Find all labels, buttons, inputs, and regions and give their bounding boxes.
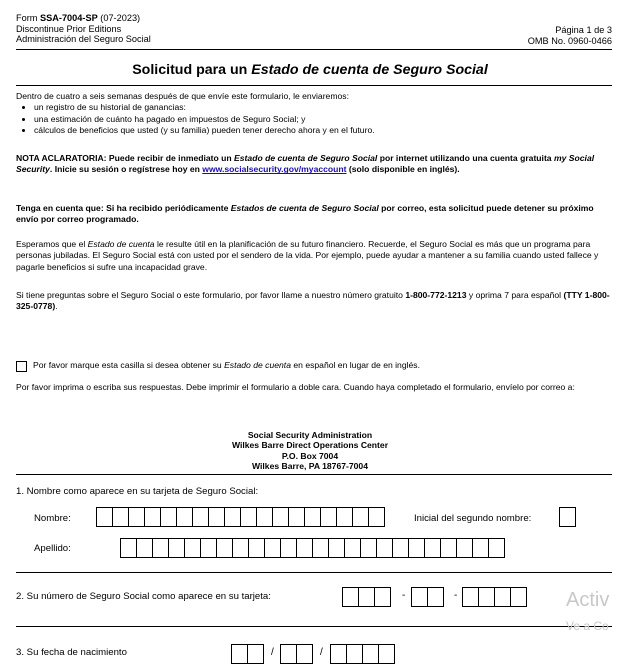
dob-day-input[interactable]: [280, 644, 312, 664]
ssn-dash: -: [454, 590, 458, 601]
q3-label: 3. Su fecha de nacimiento: [16, 647, 127, 658]
discontinue-note: Discontinue Prior Editions: [16, 23, 122, 34]
ssn-dash: -: [402, 590, 406, 601]
ssn-serial-input[interactable]: [462, 587, 526, 607]
form-header-left: [16, 13, 151, 45]
dob-slash: /: [320, 647, 323, 658]
page-indicator: Página 1 de 3: [555, 25, 612, 35]
form-id-line: Form SSA-7004-SP (07-2023): [16, 13, 141, 23]
apellido-input[interactable]: [120, 538, 504, 558]
tenga-paragraph: Tenga en cuenta que: Si ha recibido periódicamente Estados de cuenta de Seguro Social por correo, esta solicitud puede detener su próximo envío por correo programado.: [16, 203, 594, 225]
inicial-input[interactable]: [559, 507, 575, 527]
nombre-input[interactable]: [96, 507, 384, 527]
preguntas-paragraph: Si tiene preguntas sobre el Seguro Social o este formulario, por favor llame a nuestro número gratuito 1-800-772-1213 y oprima 7 para español (TTY 1-800-325-0778).: [16, 290, 610, 312]
nota-paragraph: NOTA ACLARATORIA: Puede recibir de inmediato un Estado de cuenta de Seguro Social por internet utilizando una cuenta gratuita my Social Security. Inicie su sesión o regístrese hoy en www.socialsecurity.gov/myaccount (solo disponible en inglés).: [16, 153, 595, 175]
dob-year-input[interactable]: [330, 644, 394, 664]
page-title: Solicitud para un Estado de cuenta de Seguro Social: [132, 62, 488, 78]
ssn-group-input[interactable]: [411, 587, 443, 607]
form-header-right: [528, 25, 612, 46]
intro-block: [16, 91, 616, 137]
checkbox-label: Por favor marque esta casilla si desea obtener su Estado de cuenta en español en lugar de en inglés.: [33, 360, 420, 370]
form-number: SSA-7004-SP: [40, 13, 98, 23]
ssn-area-input[interactable]: [342, 587, 390, 607]
activation-watermark: Activ: [566, 589, 610, 611]
address-line: Wilkes Barre, PA 18767-7004: [251, 461, 368, 472]
myaccount-link[interactable]: www.socialsecurity.gov/myaccount: [202, 164, 347, 175]
divider: [16, 626, 612, 627]
address-line: P.O. Box 7004: [281, 450, 339, 461]
intro-list: [16, 102, 616, 136]
divider: [16, 572, 612, 573]
omb-number: OMB No. 0960-0466: [527, 35, 612, 46]
apellido-label: Apellido:: [34, 543, 71, 554]
q2-label: 2. Su número de Seguro Social como aparece en su tarjeta:: [16, 591, 271, 602]
divider: [16, 85, 612, 86]
q1-label: 1. Nombre como aparece en su tarjeta de Seguro Social:: [16, 486, 259, 497]
dob-month-input[interactable]: [231, 644, 263, 664]
imprima-paragraph: Por favor imprima o escriba sus respuestas. Debe imprimir el formulario a doble cara. Cuando haya completado el formulario, envíelo por correo a:: [16, 382, 575, 392]
espero-paragraph: Esperamos que el Estado de cuenta le resulte útil en la planificación de su futuro financiero. Recuerde, el Seguro Social es más que un programa para personas jubiladas. El Seguro Social está con usted por el sendero de la vida. Por ejemplo, puede ayudar a mantener a su familia cuando usted fallece y pagarle beneficios si sufre una incapacidad grave.: [16, 239, 599, 272]
mailing-address: [0, 430, 620, 472]
divider: [16, 474, 612, 475]
nombre-label: Nombre:: [34, 513, 71, 524]
divider: [16, 49, 612, 50]
dob-slash: /: [271, 647, 274, 658]
list-item: • una estimación de cuánto ha pagado en impuestos de Seguro Social; y: [34, 114, 616, 125]
address-line: Social Security Administration: [247, 430, 373, 440]
list-item: • un registro de su historial de ganancias:: [34, 102, 616, 113]
activation-watermark-sub: Ve a Co: [566, 619, 609, 633]
agency-name: Administración del Seguro Social: [16, 34, 151, 45]
inicial-label: Inicial del segundo nombre:: [414, 513, 532, 524]
spanish-checkbox[interactable]: [16, 361, 27, 372]
address-line: Wilkes Barre Direct Operations Center: [231, 440, 389, 451]
list-item: • cálculos de beneficios que usted (y su familia) pueden tener derecho ahora y en el futuro.: [34, 125, 616, 136]
intro-lead: Dentro de cuatro a seis semanas después de que envíe este formulario, le enviaremos:: [16, 91, 349, 101]
